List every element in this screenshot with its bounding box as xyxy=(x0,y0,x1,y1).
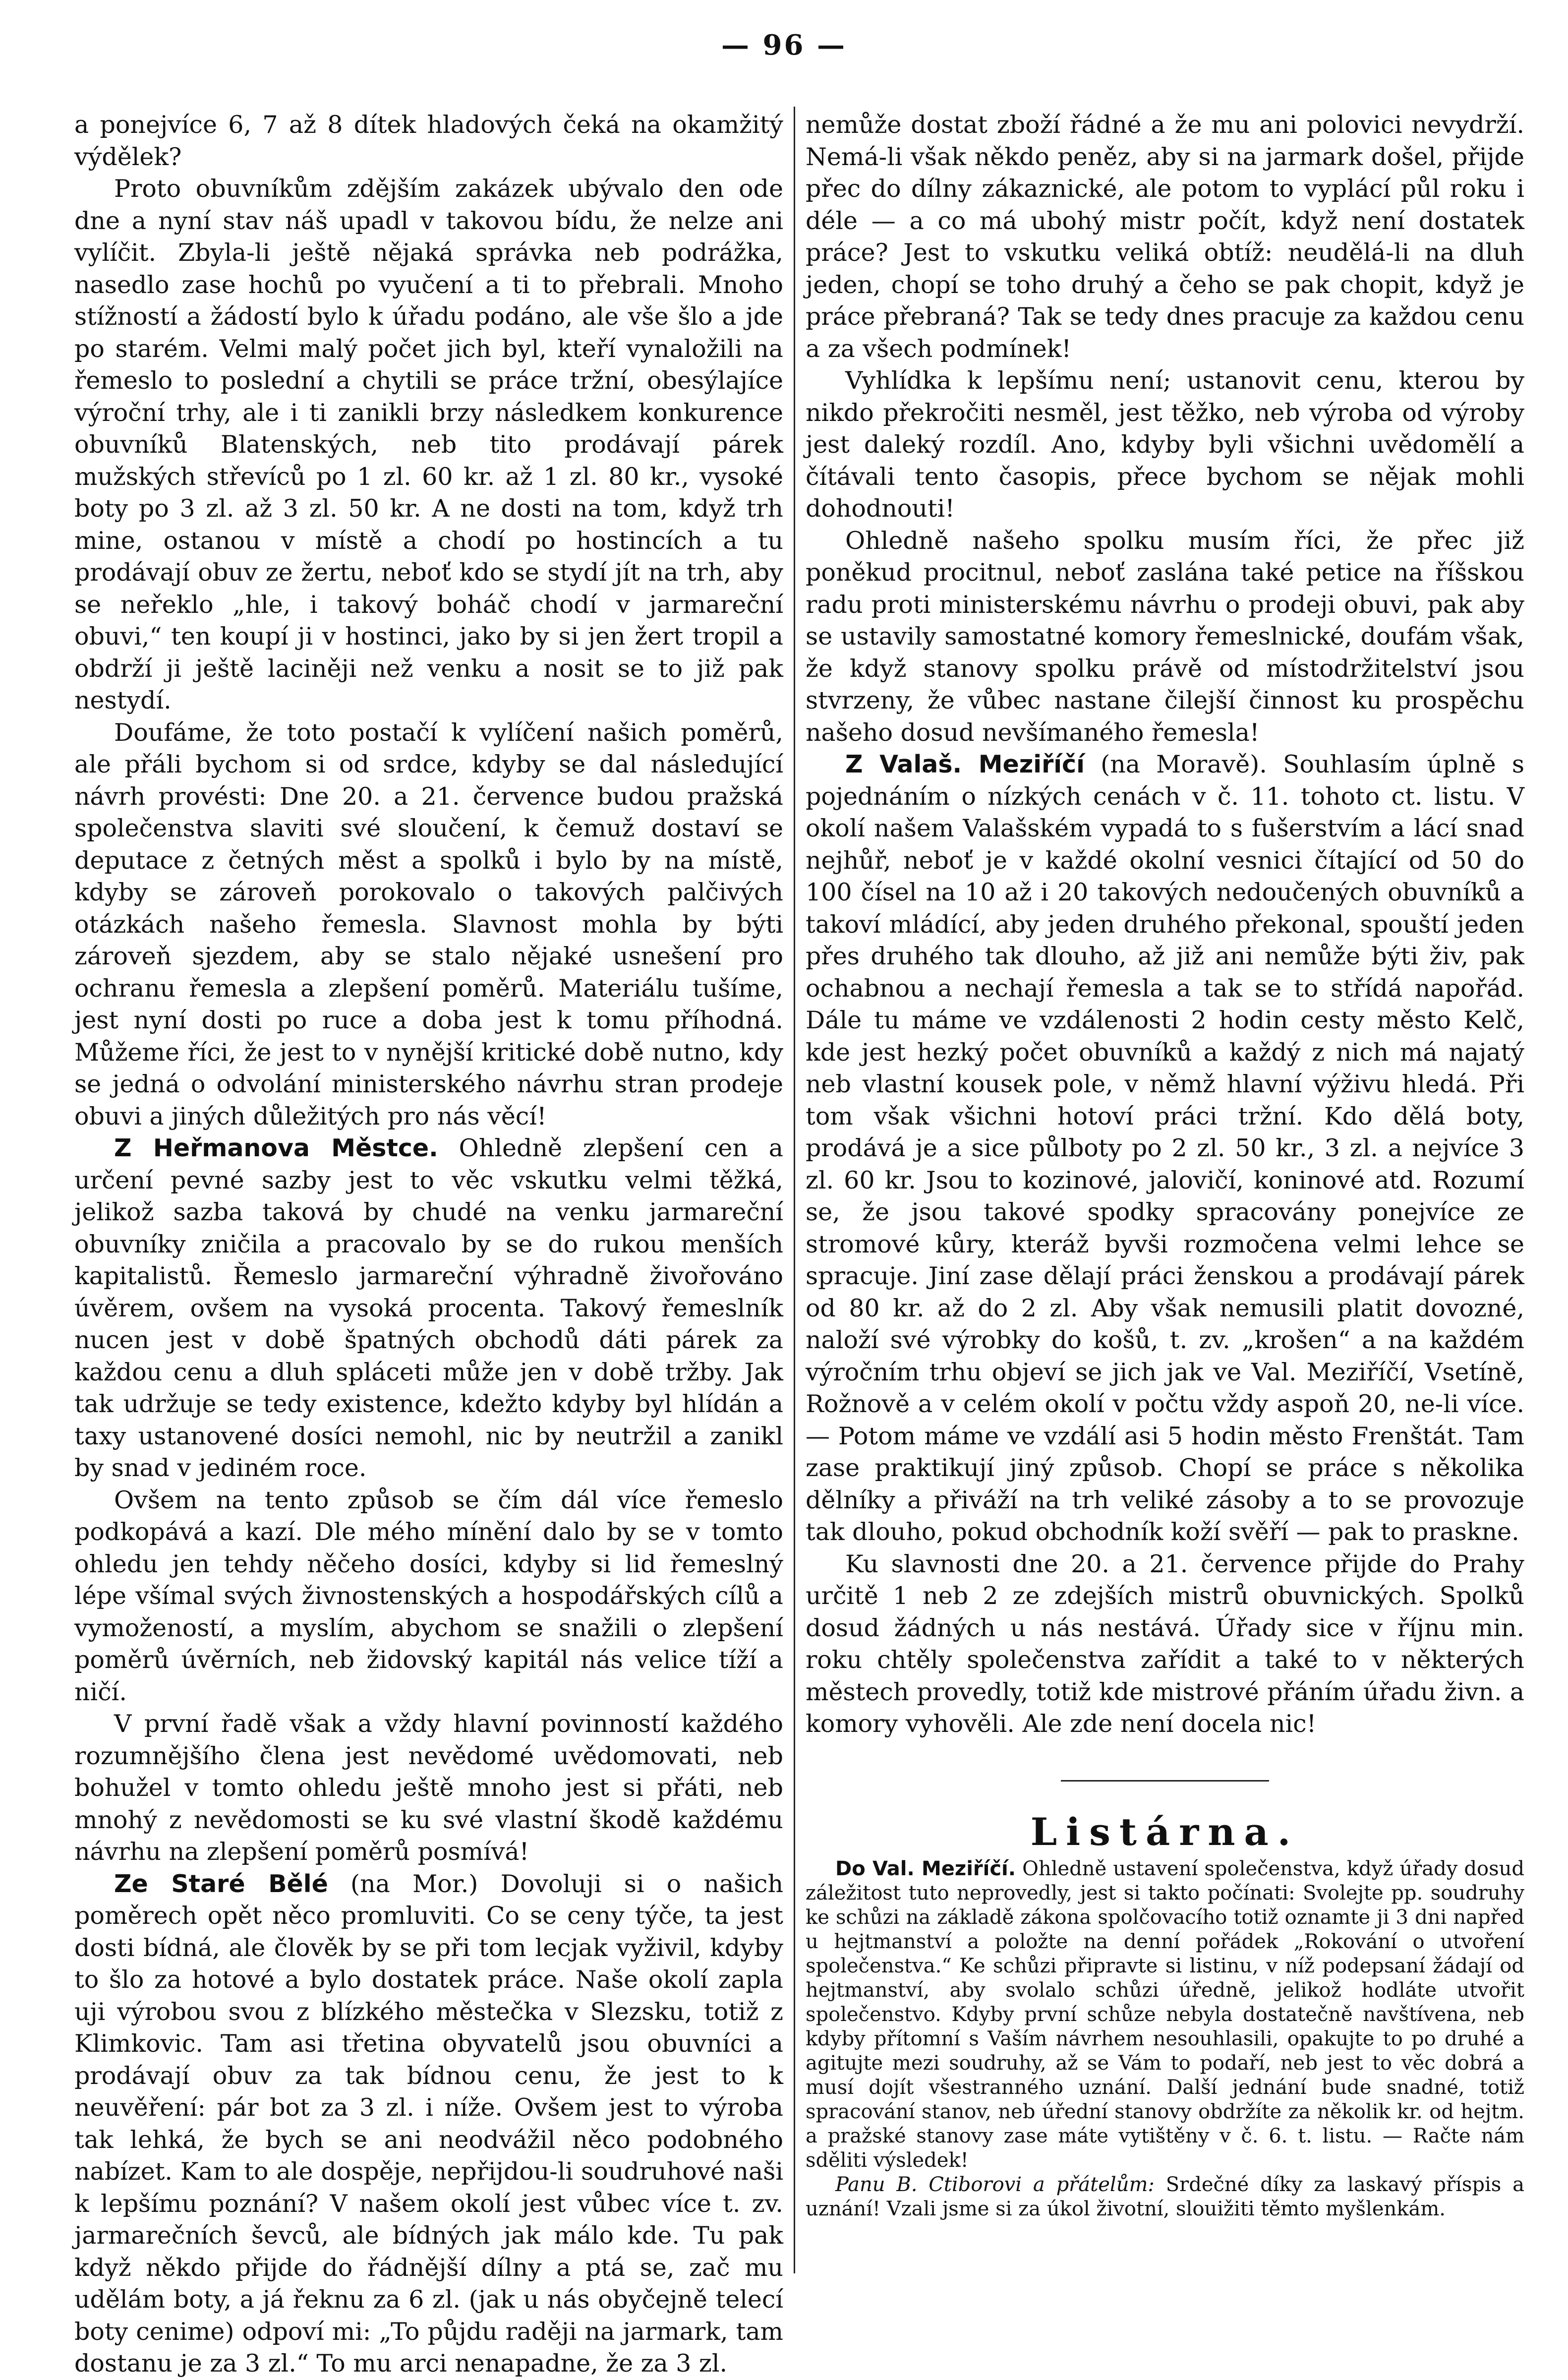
paragraph: Doufáme, že toto postačí k vylíčení našich poměrů, ale přáli bychom si od srdce, kdyby se dal následující návrh provésti: Dne 20. a 21. července budou pražská společenstva slaviti své sloučení, k čemuž dostaví se deputace z četných měst a spolků i bylo by na místě, kdyby se zároveň porokovalo o takových palčivých otázkách našeho řemesla. Slavnost mohla by býti zároveň sjezdem, aby se stalo nějaké usnešení pro ochranu řemesla a zlepšení poměrů. Materiálu tušíme, jest nyní dosti po ruce a doba jest k tomu příhodná. Můžeme říci, že jest to v nynější kritické době nutno, kdy se jedná o odvolání ministerského návrhu stran prodeje obuvi a jiných důležitých pro nás věcí! xyxy=(74,718,783,1130)
letter-text: Srdečné díky za laskavý příspis a uznání! Vzali jsme si za úkol životní, slouižiti těmto myšlenkám. xyxy=(806,2173,1525,2220)
paragraph: Ohledně našeho spolku musím říci, že přec již poněkud procitnul, neboť zaslána také petice na říšskou radu proti ministerskému návrhu o prodeji obuvi, pak aby se ustavily samostatné komory řemeslnické, doufám však, že když stanovy spolku právě od místodržitelství jsou stvrzeny, že vůbec nastane čilejší činnost ku prospěchu našeho dosud nevšímaného řemesla! xyxy=(806,526,1524,747)
letter-text: Ohledně ustavení společenstva, když úřady dosud záležitost tuto neprovedly, jest si takto počínati: Svolejte pp. soudruhy ke schůzi na základě zákona spolčovacího totiž oznamte ji 3 dni napřed u hejtmanství a položte na denní pořádek „Rokování o utvoření společenstva.“ Ke schůzi připravte si listinu, v níž podepsaní žádají od hejtmanství, aby svolalo schůzi úředně, jelikož hodláte utvořit společenstvo. Kdyby první schůze nebyla dostatečně navštívena, neb kdyby přítomní s Vaším návrhem nesouhlasili, opakujte to po druhé a agitujte mezi soudruhy, až se Vám to podaří, neb jest to věc dobrá a musí dojít všestranného uznání. Další jednání bude snadné, totiž spracování stanov, neb úřední stanovy obdržíte za několik kr. od hejtm. a pražské stanovy zase máte vytištěny v č. 6. t. listu. — Račte nám sděliti výsledek! xyxy=(806,1857,1524,2172)
report-location-heading: Ze Staré Bělé xyxy=(114,1869,328,1898)
section-divider xyxy=(1061,1780,1269,1782)
paragraph: Proto obuvníkům zdějším zakázek ubývalo den ode dne a nyní stav náš upadl v takovou bídu, že nelze ani vylíčit. Zbyla-li ještě nějaká správka neb podrážka, nasedlo zase hochů po vyučení a ti to přebrali. Mnoho stížností a žádostí bylo k úřadu podáno, ale vše šlo a jde po starém. Velmi malý počet jich byl, kteří vynaložili na řemeslo to poslední a chytili se práce tržní, obesýlajíce výroční trhy, ale i ti zanikli brzy následkem konkurence obuvníků Blatenských, neb tito prodávají párek mužských střevíců po 1 zl. 60 kr. až 1 zl. 80 kr., vysoké boty po 3 zl. až 3 zl. 50 kr. A ne dosti na tom, když trh mine, ostanou v místě a chodí po hostincích a tu prodávají obuv ze žertu, neboť kdo se stydí jít na trh, aby se neřeklo „hle, i takový boháč chodí v jarmareční obuvi,“ ten koupí ji v hostinci, jako by si jen žert tropil a obdrží ji ještě laciněji než venku a nosit se to již pak nestydí. xyxy=(74,175,783,714)
report-stara-bela xyxy=(74,1868,783,2380)
right-column xyxy=(806,109,1524,2221)
left-column xyxy=(74,109,783,2380)
paragraph: V první řadě však a vždy hlavní povinností každého rozumnějšího člena jest nevědomé uvědomovati, neb bohužel v tomto ohledu ještě mnoho jest si přáti, neb mnohý z nevědomosti se ku své vlastní škodě každému návrhu na zlepšení poměrů posmívá! xyxy=(74,1710,783,1866)
letter-reply xyxy=(806,2173,1524,2221)
paragraph: Ovšem na tento způsob se čím dál více řemeslo podkopává a kazí. Dle mého mínění dalo by se v tomto ohledu jen tehdy něčeho dosíci, kdyby si lid řemeslný lépe všímal svých živnostenských a hospodářských cílů a vymožeností, a myslím, abychom se snažili o zlepšení poměrů úvěrních, neb židovský kapitál nás velice tíží a ničí. xyxy=(74,1486,783,1706)
listarna-heading: Listárna. xyxy=(1030,1809,1300,1854)
report-text: Ohledně zlepšení cen a určení pevné sazby jest to věc vskutku velmi těžká, jelikož sazba taková by chudé na venku jarmareční obuvníky zničila a pracovalo by se do rukou menších kapitalistů. Řemeslo jarmareční výhradně živořováno úvěrem, ovšem na vysoká procenta. Takový řemeslník nucen jest v době špatných obchodů dáti párek za každou cenu a dluh spláceti může jen v době tržby. Jak tak udržuje se tedy existence, kdežto kdyby byl hlídán a taxy ustanovené dosíci nemohl, nic by neutržil a zanikl by snad v jediném roce. xyxy=(74,1134,783,1482)
paragraph: Vyhlídka k lepšímu není; ustanovit cenu, kterou by nikdo překročiti nesměl, jest těžko, neb výroba od výroby jest daleký rozdíl. Ano, kdyby byli všichni uvědomělí a čítávali tento časopis, přece bychom se nějak mohli dohodnouti! xyxy=(806,366,1524,523)
report-valas-mezirici xyxy=(806,749,1524,1548)
paragraph: nemůže dostat zboží řádné a že mu ani polovici nevydrží. Nemá-li však někdo peněz, aby si na jarmark došel, přijde přec do dílny zákaznické, ale potom to vyplácí půl roku i déle — a co má ubohý mistr počít, když není dostatek práce? Jest to vskutku veliká obtíž: neudělá-li na dluh jeden, chopí se toho druhý a čeho se pak chopit, když je práce přebraná? Tak se tedy dnes pracuje za každou cenu a za všech podmínek! xyxy=(806,111,1524,363)
column-divider xyxy=(794,107,795,2273)
page-number: — 96 — xyxy=(721,29,847,61)
report-location-heading: Z Heřmanova Městce. xyxy=(114,1134,438,1162)
letter-recipient: Panu B. Ctiborovi a přátelům: xyxy=(835,2173,1155,2196)
report-text: (na Moravě). Souhlasím úplně s pojednáním o nízkých cenách v č. 11. tohoto ct. listu. V okolí našem Valašském vypadá to s fušerstvím a lácí snad nejhůř, neboť je v každé okolní vesnici čítající od 50 do 100 čísel na 10 až i 20 takových nedoučených obuvníků a takoví mládící, aby jeden druhého překonal, spouští jeden přes druhého tak dlouho, až již ani nemůže býti živ, pak ochabnou a nechají řemesla a tak se to střídá napořád. Dále tu máme ve vzdálenosti 2 hodin cesty město Kelč, kde jest hezký počet obuvníků a každý z nich má najatý neb vlastní kousek pole, v němž hlavní výživu hledá. Při tom však všichni hotoví práci tržní. Kdo dělá boty, prodává je a sice půlboty po 2 zl. 50 kr., 3 zl. a nejvíce 3 zl. 60 kr. Jsou to kozinové, jalovičí, koninové atd. Rozumí se, že jsou takové spodky spracovány ponejvíce ze stromové kůry, kteráž byvši rozmočena velmi lehce se spracuje. Jiní zase dělají práci ženskou a prodávají párek od 80 kr. až do 2 zl. Aby však nemusili platit dovozné, naloží své výrobky do košů, t. zv. „krošen“ a na každém výročním trhu objeví se jich jak ve Val. Meziříčí, Vsetíně, Rožnově a v celém okolí v počtu vždy aspoň 20, ne-li více. — Potom máme ve vzdálí asi 5 hodin město Frenštát. Tam zase praktikují jiný způsob. Chopí se práce s několika dělníky a přiváží na trh veliké zásoby a to se provozuje tak dlouho, pokud obchodník koží svěří — pak to praskne. xyxy=(806,750,1524,1546)
letter-reply xyxy=(806,1857,1524,2173)
report-text: (na Mor.) Dovoluji si o našich poměrech opět něco promluviti. Co se ceny týče, ta jest dosti bídná, ale člověk by se při tom lecjak vyživil, kdyby to šlo za hotové a bylo dostatek práce. Naše okolí zapla uji výrobou svou z blízkého městečka v Slezsku, totiž z Klimkovic. Tam asi třetina obyvatelů jsou obuvníci a prodávají obuv za tak bídnou cenu, že jest to k neuvěření: pár bot za 3 zl. i níže. Ovšem jest to výroba tak lehká, že bych se ani neodvážil něco podobného nabízet. Kam to ale dospěje, nepřijdou-li soudruhové naši k lepšímu poznání? V našem okolí jest vůbec více t. zv. jarmarečních ševců, ale bídných jak málo kde. Tu pak když někdo přijde do řádnější dílny a ptá se, zač mu udělám boty, a já řeknu za 6 zl. (jak u nás obyčejně telecí boty cenime) odpoví mi: „To půjdu raději na jarmark, tam dostanu je za 3 zl.“ To mu arci nenapadne, že za 3 zl. xyxy=(74,1869,783,2378)
letter-recipient: Do Val. Meziříčí. xyxy=(835,1857,1016,1880)
paragraph: a ponejvíce 6, 7 až 8 dítek hladových čeká na okamžitý výdělek? xyxy=(74,111,783,171)
report-heermanuv-mestec xyxy=(74,1132,783,1485)
report-location-heading: Z Valaš. Meziříčí xyxy=(845,750,1085,778)
paragraph: Ku slavnosti dne 20. a 21. července přijde do Prahy určitě 1 neb 2 ze zdejších mistrů obuvnických. Spolků dosud žádných u nás nestává. Úřady sice v říjnu min. roku chtěly společenstva zařídit a také to v některých městech provedly, totiž kde mistrové přáním úřadu živn. a komory vyhověli. Ale zde není docela nic! xyxy=(806,1549,1524,1738)
